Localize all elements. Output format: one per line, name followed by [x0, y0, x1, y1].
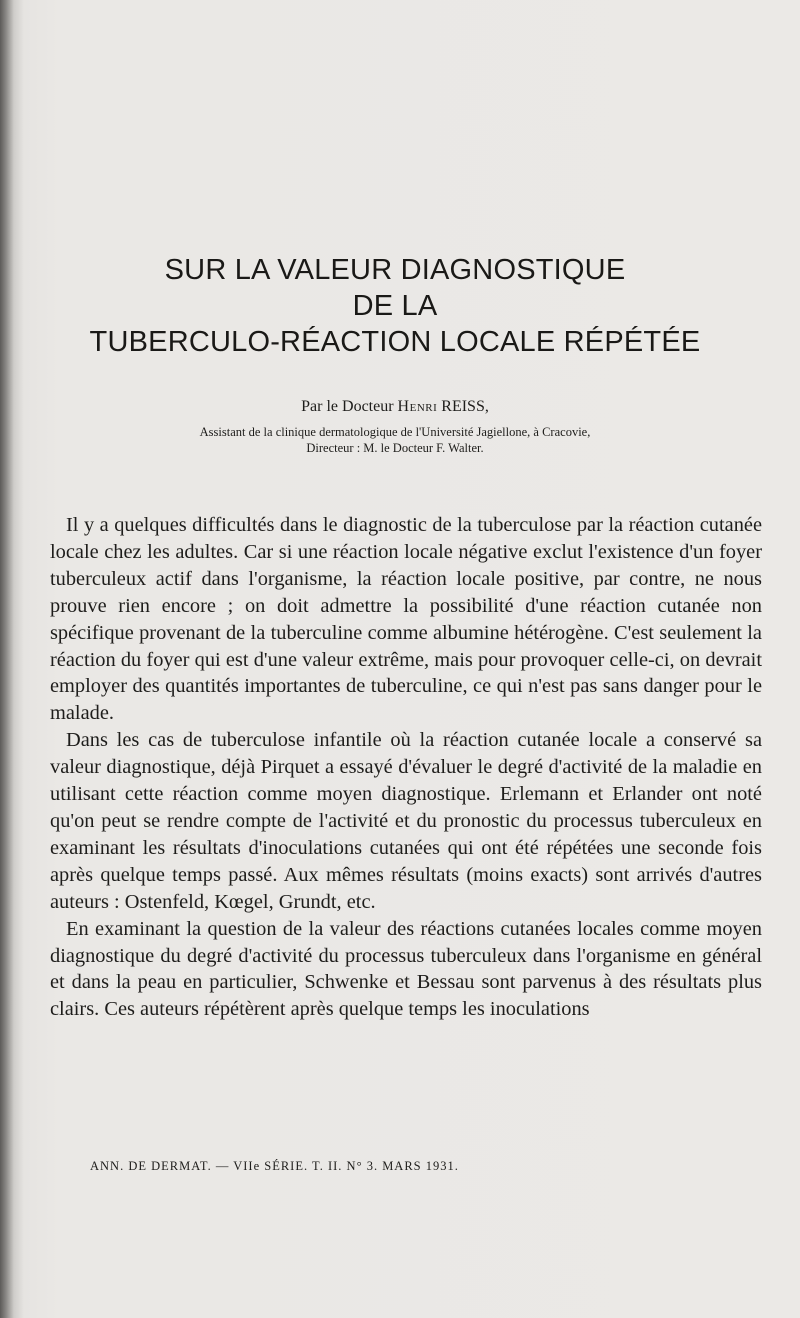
title-line-3: TUBERCULO-RÉACTION LOCALE RÉPÉTÉE — [89, 326, 701, 358]
paragraph-1: Il y a quelques difficultés dans le diagnostic de la tuberculose par la réaction cutanée locale chez les adultes. Car si une réaction locale négative exclut l'existence d'un foyer tuberculeux actif dans l'organisme, la réaction locale positive, par contre, ne nous prouve rien encore ; on doit admettre la possibilité d'une réaction cutanée non spécifique provenant de la tuberculine comme albumine hétérogène. C'est seulement la réaction du foyer qui est d'une valeur extrême, mais pour provoquer celle-ci, on devrait employer des quantités importantes de tuberculine, ce qui n'est pas sans danger pour le malade. — [50, 514, 762, 725]
paragraph-2: Dans les cas de tuberculose infantile où la réaction cutanée locale a conservé sa valeur diagnostique, déjà Pirquet a essayé d'évaluer le degré d'activité de la maladie en utilisant cette réaction comme moyen diagnostique. Erlemann et Erlander ont noté qu'on peut se rendre compte de l'activité et du pronostic du processus tuberculeux en examinant les résultats d'inoculations cutanées qui ont été répétées une seconde fois après quelque temps passé. Aux mêmes résultats (moins exacts) sont arrivés d'autres auteurs : Ostenfeld, Kœgel, Grundt, etc. — [50, 729, 762, 913]
affiliation-line-1: Assistant de la clinique dermatologique de l'Université Jagiellone, à Cracovie, — [199, 425, 591, 439]
title-line-1: SUR LA VALEUR DIAGNOSTIQUE — [164, 254, 626, 286]
article-body — [50, 512, 762, 1023]
journal-footer: ANN. DE DERMAT. — VIIe SÉRIE. T. II. N° 3. MARS 1931. — [90, 1159, 459, 1173]
author-last-name: REISS, — [441, 398, 489, 415]
byline-prefix: Par le Docteur — [301, 398, 394, 415]
author-affiliation — [40, 424, 750, 456]
article-title — [40, 252, 750, 360]
author-byline — [40, 397, 750, 417]
title-line-2: DE LA — [352, 290, 438, 322]
affiliation-line-2: Directeur : M. le Docteur F. Walter. — [306, 441, 484, 455]
author-first-name: Henri — [397, 398, 438, 415]
paragraph-3: En examinant la question de la valeur des réactions cutanées locales comme moyen diagnostique du degré d'activité du processus tuberculeux dans l'organisme en général et dans la peau en particulier, Schwenke et Bessau sont parvenus à des résultats plus clairs. Ces auteurs répétèrent après quelque temps les inoculations — [50, 917, 762, 1021]
